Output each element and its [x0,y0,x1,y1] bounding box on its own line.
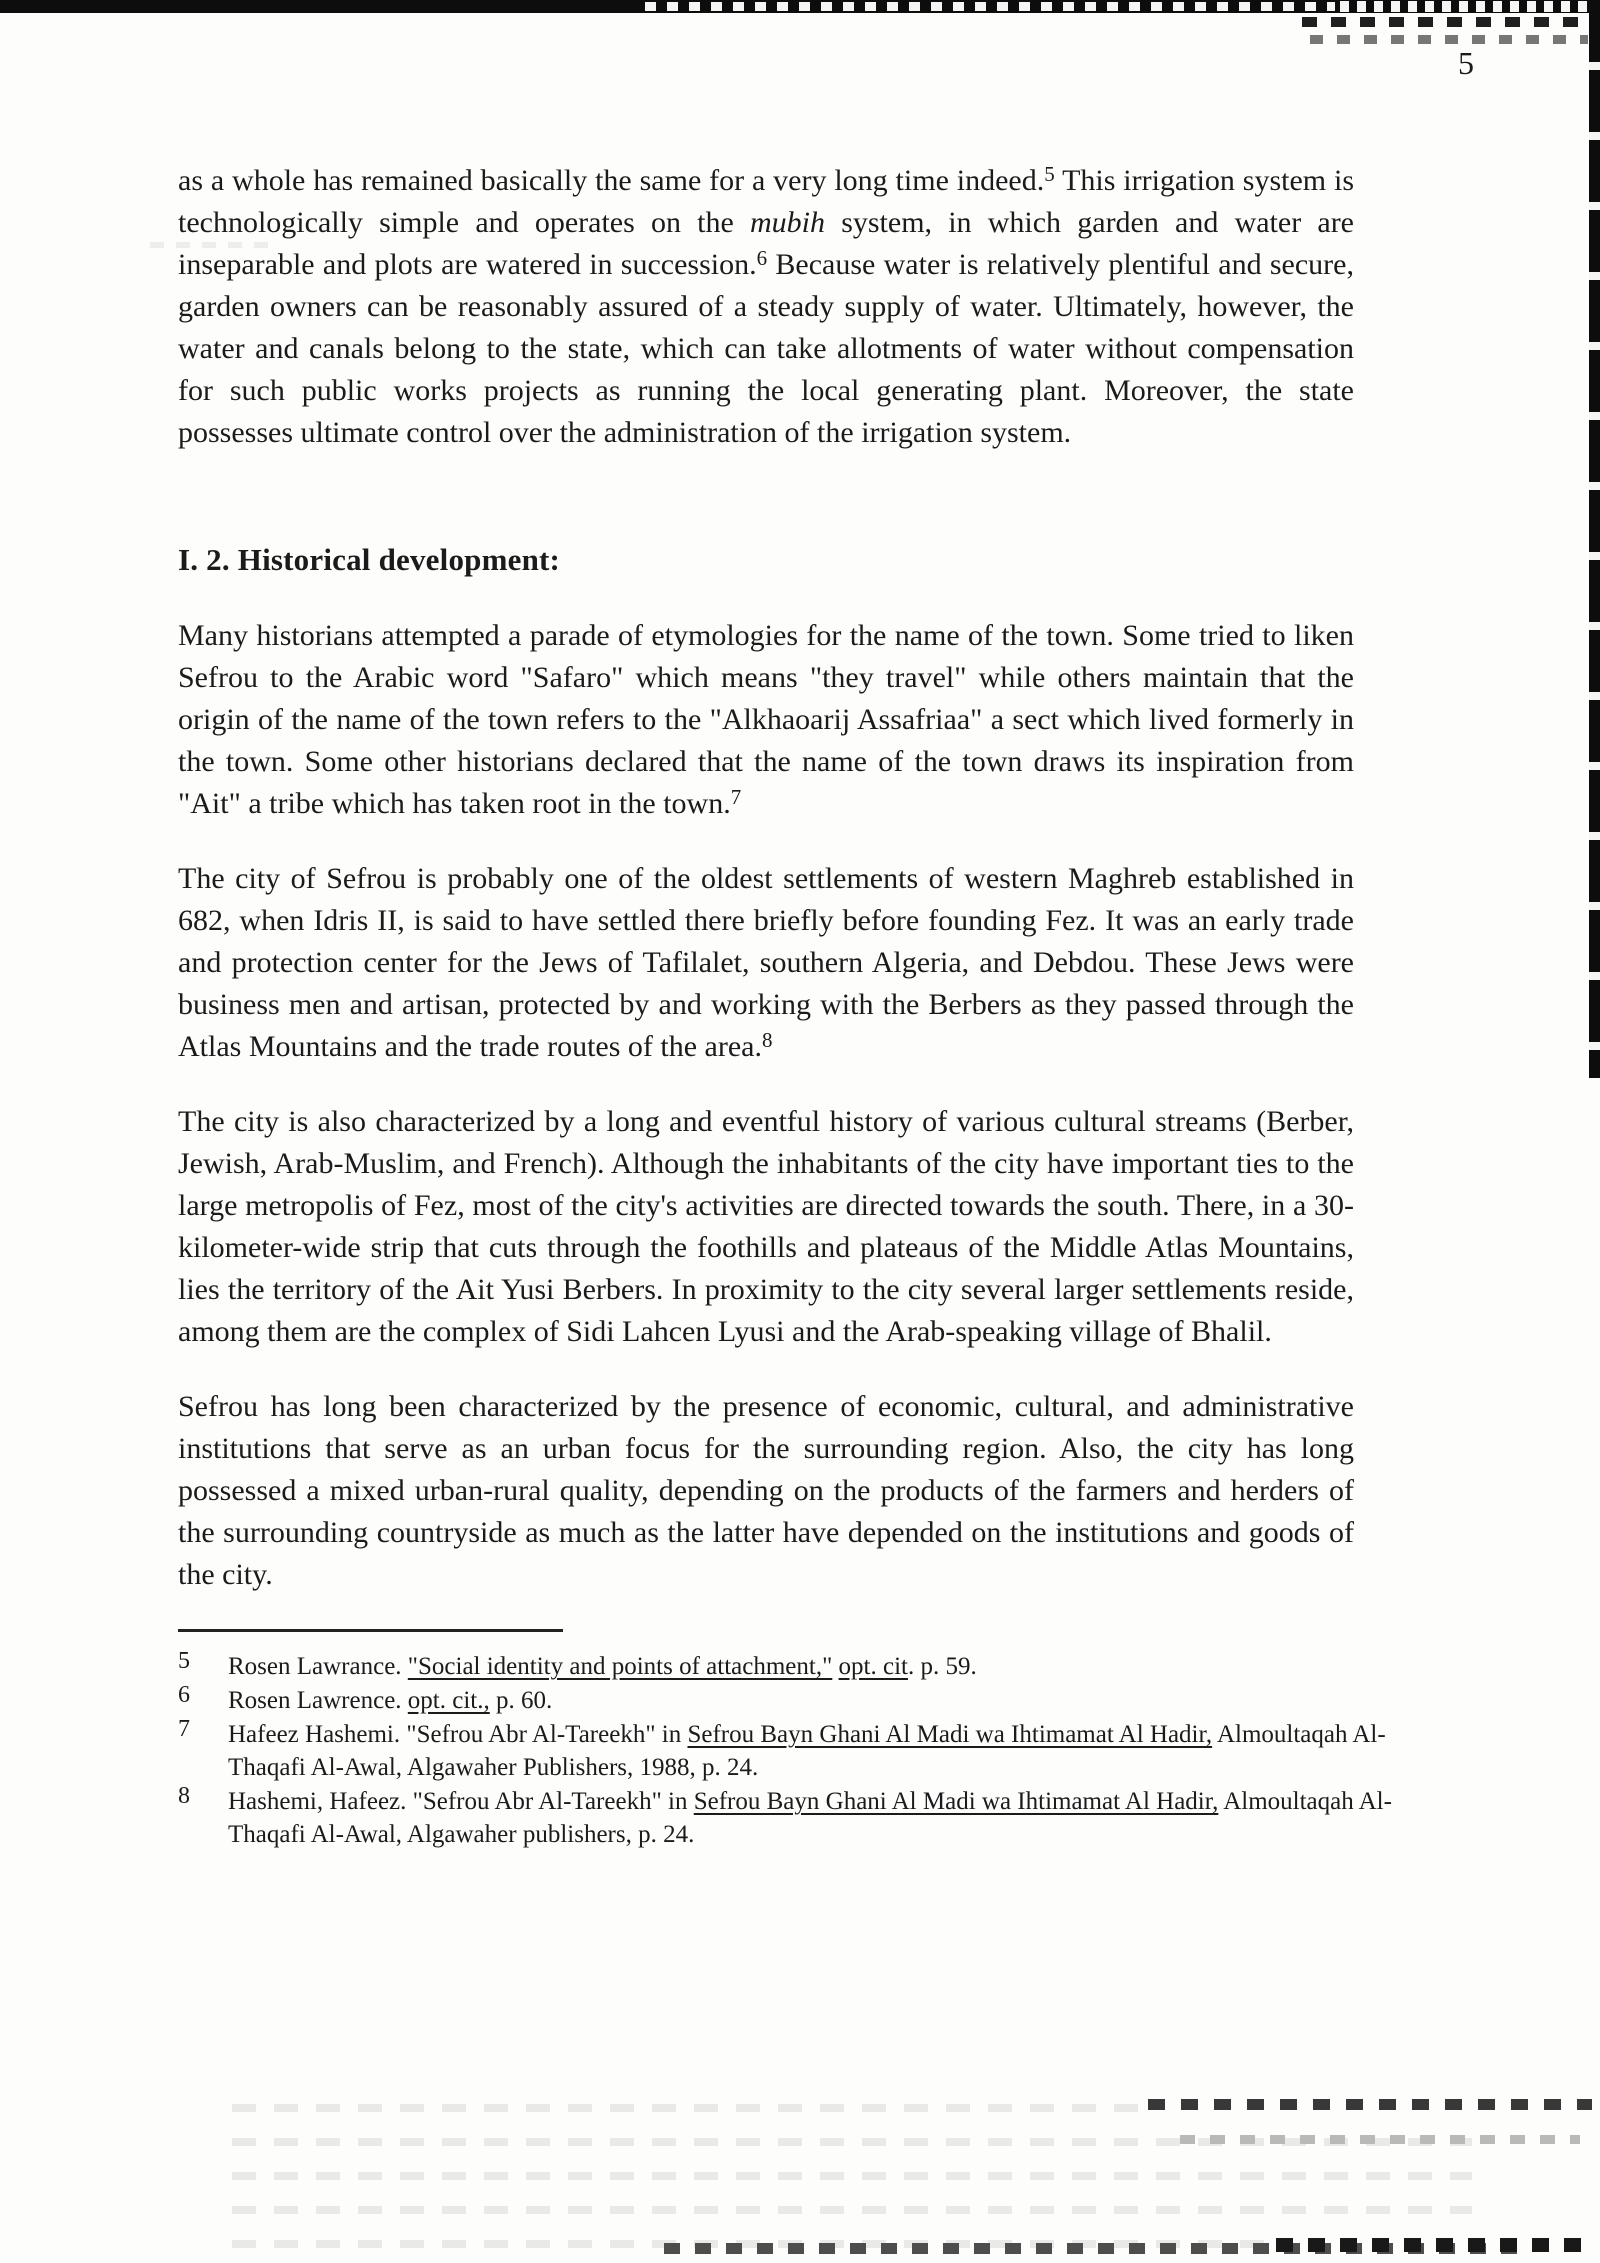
footnote [178,1785,1393,1851]
scan-artifact-bottom-right-row [1180,2135,1580,2144]
scan-artifact-top-dashes [645,2,1335,11]
footnote-number: 6 [178,1682,190,1708]
footnote-text: Rosen Lawrance. "Social identity and points of attachment," opt. cit. p. 59. [228,1653,977,1680]
section-heading: I. 2. Historical development: [178,542,561,577]
scan-artifact-bottom-row [232,2138,1472,2146]
scan-artifact-top-bar [0,0,1600,13]
footnote-rule [178,1629,563,1632]
footnote-text: Rosen Lawrence. opt. cit., p. 60. [228,1687,553,1714]
footnote-number: 7 [178,1716,190,1742]
footnote-text: Hafeez Hashemi. "Sefrou Abr Al-Tareekh" in Sefrou Bayn Ghani Al Madi wa Ihtimamat Al Hadir, Almoultaqah Al-Thaqafi Al-Awal, Algawaher Publishers, 1988, p. 24. [228,1721,1386,1781]
footnote [178,1650,1393,1683]
scan-artifact-top-dashes-right [1340,1,1588,12]
scan-artifact-bottom-row [232,2240,1272,2248]
scan-artifact-bottom-row [232,2104,1150,2112]
scan-artifact-bottom-corner [1276,2238,1592,2252]
scan-artifact-right-bar [1589,0,1600,1078]
scan-artifact-top-right-row [1310,35,1588,44]
scan-artifact-bottom-row [232,2206,1472,2214]
scan-artifact-bottom-edge-row [664,2243,1520,2254]
scan-artifact-bottom-right-row [1148,2099,1592,2110]
page-content [178,160,1392,1852]
paragraph-founding: The city of Sefrou is probably one of the oldest settlements of western Maghreb established in 682, when Idris II, is said to have settled there briefly before founding Fez. It was an early trade and protection center for the Jews of Tafilalet, southern Algeria, and Debdou. These Jews were business men and artisan, protected by and working with the Berbers as they passed through the Atlas Mountains and the trade routes of the area.$^8$ [178,862,1354,1063]
scan-artifact-bottom-row [232,2172,1472,2180]
paragraph-cultural-streams: The city is also characterized by a long and eventful history of various cultural streams (Berber, Jewish, Arab-Muslim, and French). Although the inhabitants of the city have important ties to the large metropolis of Fez, most of the city's activities are directed towards the south. There, in a 30-kilometer-wide strip that cuts through the foothills and plateaus of the Middle Atlas Mountains, lies the territory of the Ait Yusi Berbers. In proximity to the city several larger settlements reside, among them are the complex of Sidi Lahcen Lyusi and the Arab-speaking village of Bhalil. [178,1105,1354,1348]
footnote-text: Hashemi, Hafeez. "Sefrou Abr Al-Tareekh" in Sefrou Bayn Ghani Al Madi wa Ihtimamat Al Hadir, Almoultaqah Al-Thaqafi Al-Awal, Algawaher publishers, p. 24. [228,1788,1392,1848]
paragraph-etymology: Many historians attempted a parade of etymologies for the name of the town. Some tried to liken Sefrou to the Arabic word "Safaro" which means "they travel" while others maintain that the origin of the name of the town refers to the "Alkhaoarij Assafriaa" a sect which lived formerly in the town. Some other historians declared that the name of the town draws its inspiration from "Ait" a tribe which has taken root in the town.$^7$ [178,619,1354,820]
footnotes [178,1650,1393,1851]
page-number: 5 [1458,45,1474,81]
footnote-number: 8 [178,1783,190,1809]
scan-artifact-top-right-row [1302,17,1588,27]
paragraph-urban-focus: Sefrou has long been characterized by the presence of economic, cultural, and administrative institutions that serve as an urban focus for the surrounding region. Also, the city has long possessed a mixed urban-rural quality, depending on the products of the farmers and herders of the surrounding countryside as much as the latter have depended on the institutions and goods of the city. [178,1390,1354,1591]
footnote [178,1684,1393,1717]
footnote [178,1718,1393,1784]
paragraph-irrigation: as a whole has remained basically the same for a very long time indeed.$^5$ This irrigation system is technologically simple and operates on the mubih system, in which garden and water are inseparable and plots are watered in succession.$^6$ Because water is relatively plentiful and secure, garden owners can be reasonably assured of a steady supply of water. Ultimately, however, the water and canals belong to the state, which can take allotments of water without compensation for such public works projects as running the local generating plant. Moreover, the state possesses ultimate control over the administration of the irrigation system. [178,161,1355,449]
footnote-number: 5 [178,1648,190,1674]
